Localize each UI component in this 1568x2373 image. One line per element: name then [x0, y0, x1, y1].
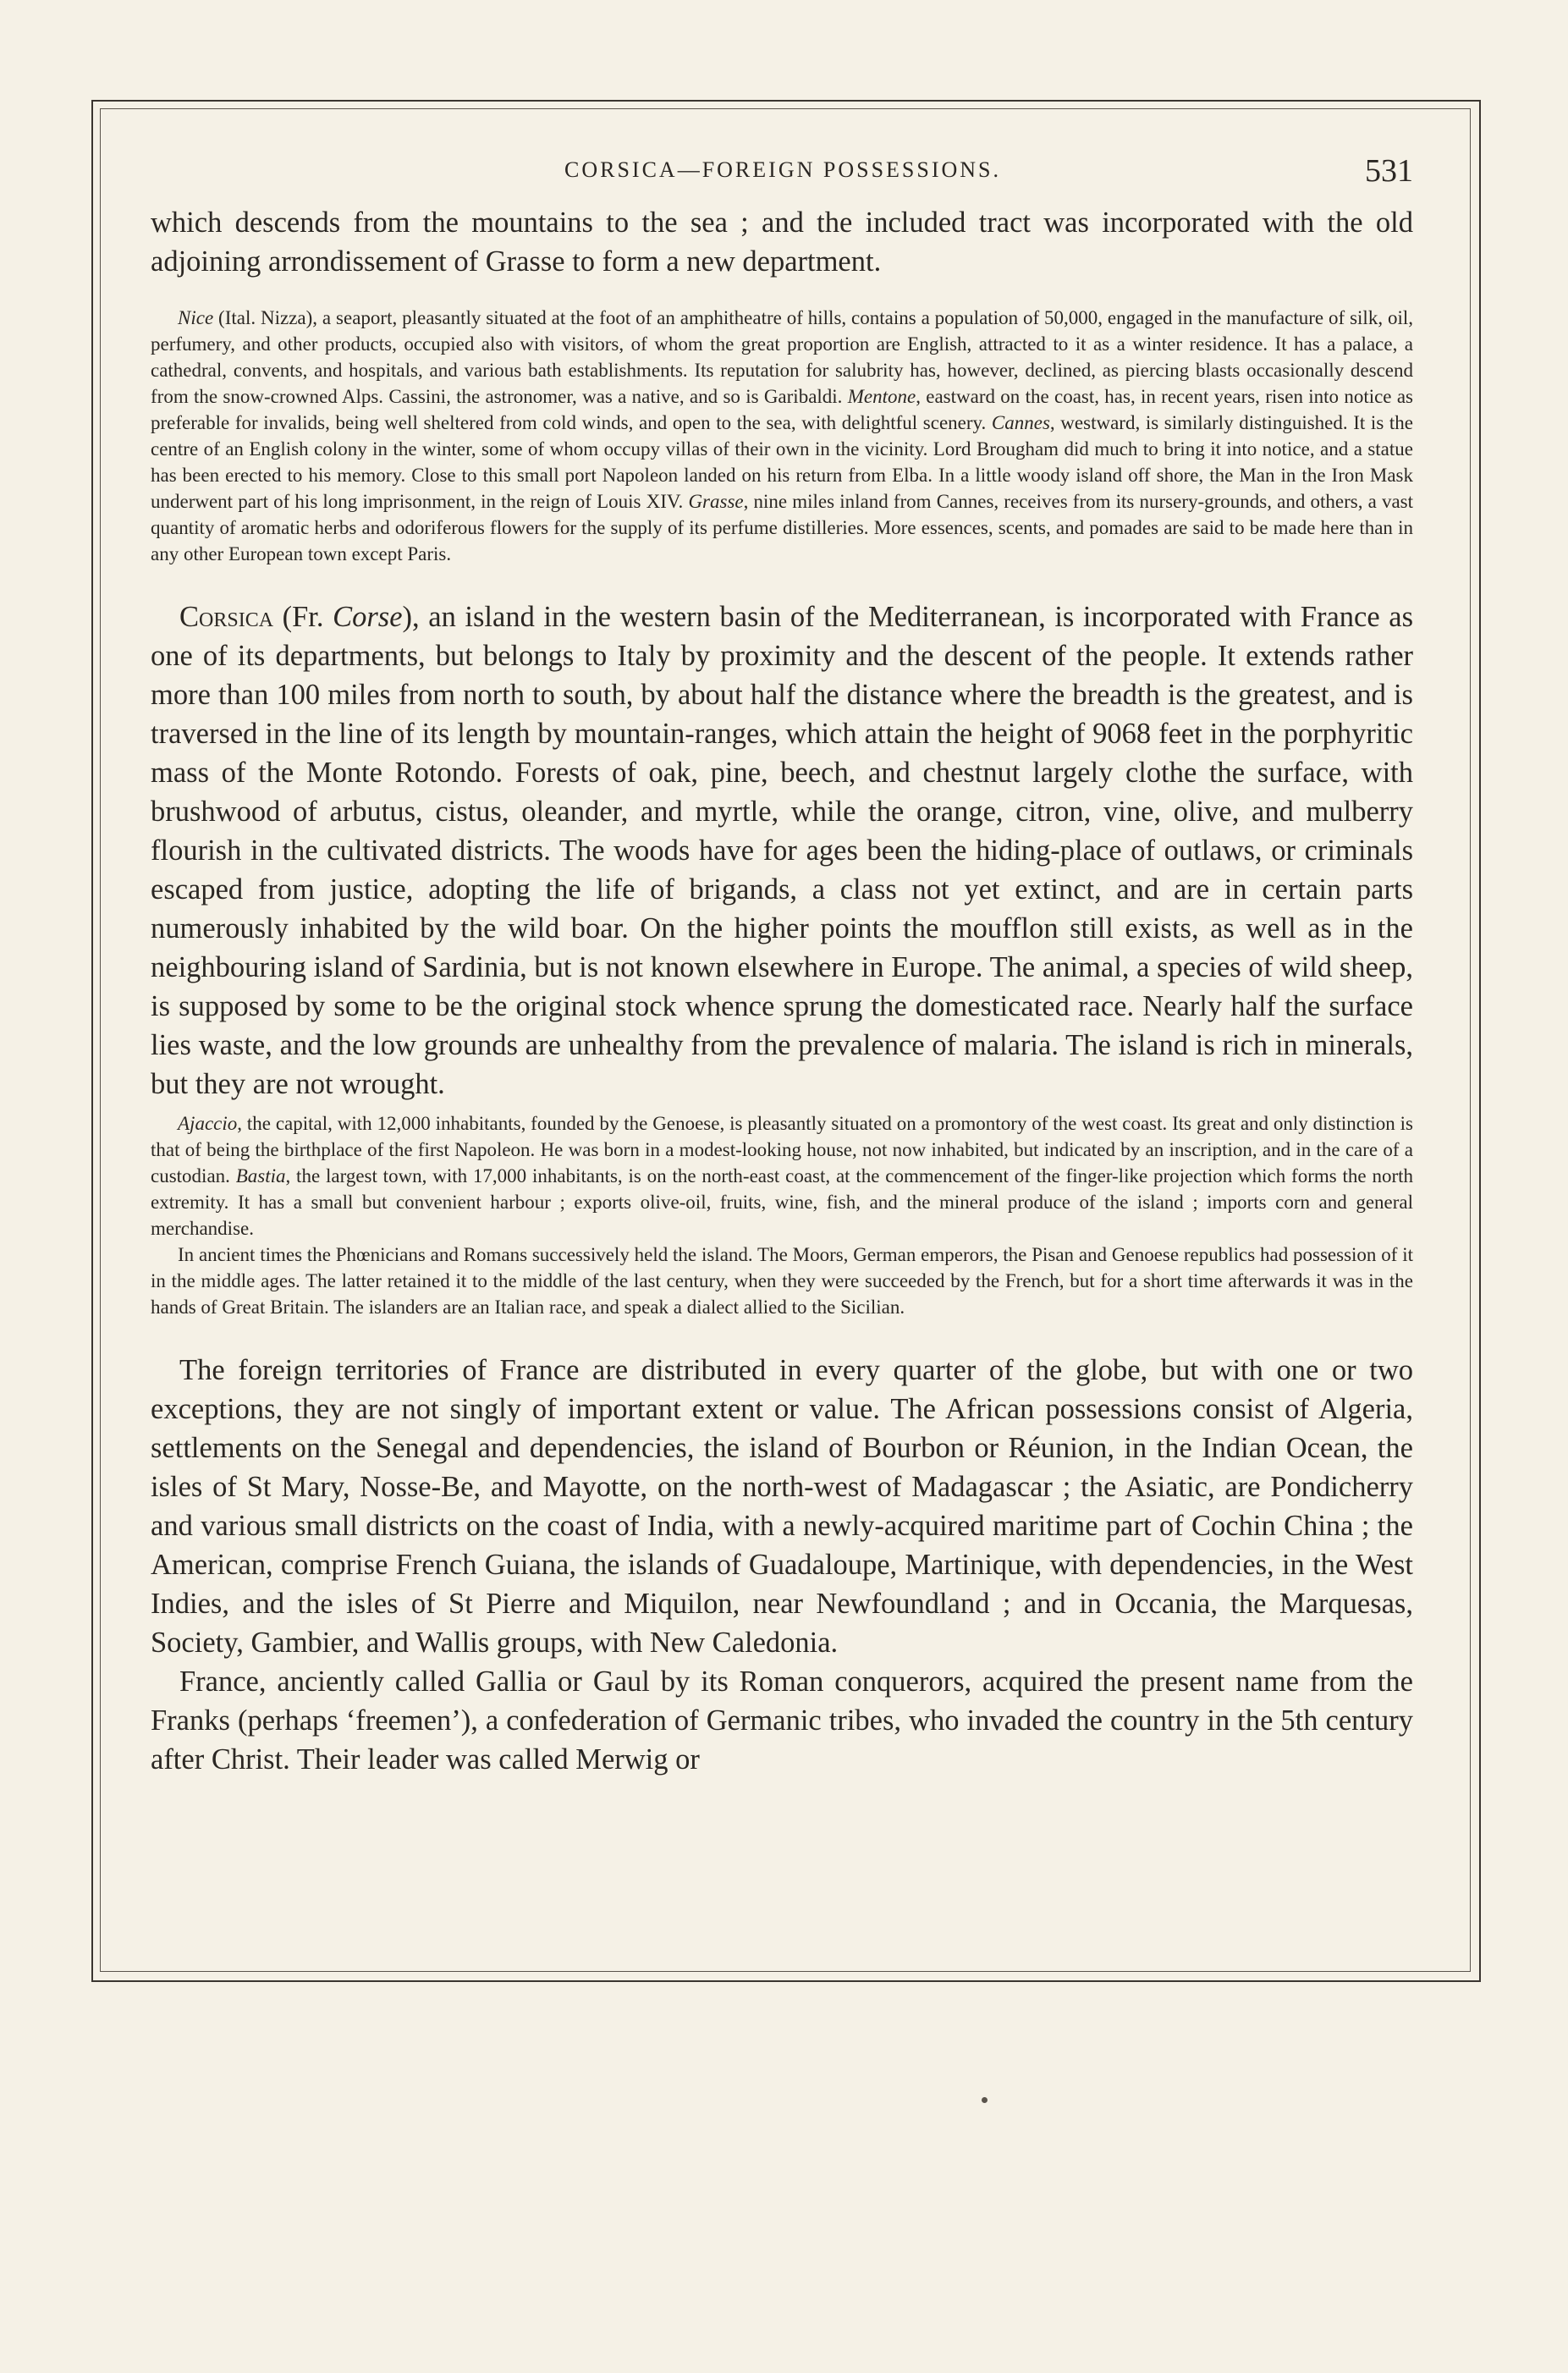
term-corse: Corse	[333, 601, 403, 633]
paragraph-history	[151, 1242, 1413, 1320]
term-grasse: Grasse	[688, 491, 744, 512]
ajaccio-text-1: , the capital, with 12,000 inhabitants, founded by the Genoese, is pleasantly situated on a promontory of the west coast. Its great and only distinction is that of being the birthplace of the first Napoleon. He was born in a modest-looking house, not now inhabited, but indicated by an inscription, and in the care of a custodian.	[151, 1113, 1413, 1186]
history-text: In ancient times the Phœnicians and Romans successively held the island. The Moors, German emperors, the Pisan and Genoese republics had possession of it in the middle ages. The latter retained it to the middle of the last century, when they were succeeded by the French, but for a short time afterwards it was in the hands of Great Britain. The islanders are an Italian race, and speak a dialect allied to the Sicilian.	[151, 1244, 1413, 1318]
term-corsica: Corsica	[179, 601, 274, 633]
paragraph-corsica	[151, 597, 1413, 1104]
continuation-text: which descends from the mountains to the sea ; and the included tract was incorporated with the old adjoining arrondissement of Grasse to form a new department.	[151, 206, 1413, 278]
paragraph-ajaccio	[151, 1110, 1413, 1242]
nice-text-1: (Ital. Nizza), a seaport, pleasantly situated at the foot of an amphitheatre of hills, contains a population of 50,000, engaged in the manufacture of silk, oil, perfumery, and other products, occupied also with visitors, of whom the great proportion are English, attracted to it as a winter residence. It has a palace, a cathedral, convents, and hospitals, and various bath establishments. Its reputation for salubrity has, however, declined, as piercing blasts occasionally descend from the snow-crowned Alps. Cassini, the astronomer, was a native, and so is Garibaldi.	[151, 307, 1413, 407]
page-speck	[982, 2097, 988, 2103]
paragraph-nice	[151, 305, 1413, 567]
corsica-text-2: ), an island in the western basin of the Mediterranean, is incorporated with France as one of its departments, but belongs to Italy by proximity and the descent of the people. It extends rather more than 100 miles from north to south, by about half the distance where the breadth is the greatest, and is traversed in the line of its length by mountain-ranges, which attain the height of 9068 feet in the porphyritic mass of the Monte Rotondo. Forests of oak, pine, beech, and chestnut largely clothe the surface, with brushwood of arbutus, cistus, oleander, and myrtle, while the orange, citron, vine, olive, and mulberry flourish in the cultivated districts. The woods have for ages been the hiding-place of outlaws, or criminals escaped from justice, adopting the life of brigands, a class not yet extinct, and are in certain parts numerously inhabited by the wild boar. On the higher points the moufflon still exists, as well as in the neighbouring island of Sardinia, but is not known elsewhere in Europe. The animal, a species of wild sheep, is supposed by some to be the original stock whence sprung the domesticated race. Nearly half the surface lies waste, and the low grounds are unhealthy from the prevalence of malaria. The island is rich in minerals, but they are not wrought.	[151, 601, 1413, 1100]
term-nice: Nice	[178, 307, 214, 328]
france-text: France, anciently called Gallia or Gaul by its Roman conquerors, acquired the present name from the Franks (perhaps ‘freemen’), a confederation of Germanic tribes, who invaded the country in the 5th century after Christ. Their leader was called Merwig or	[151, 1666, 1413, 1776]
term-ajaccio: Ajaccio	[178, 1113, 238, 1134]
nice-text-2: , eastward on the coast, has, in recent years, risen into notice as preferable for invalids, being well sheltered from cold winds, and open to the sea, with delightful scenery.	[151, 386, 1413, 433]
page-header	[152, 152, 1413, 196]
ajaccio-text-2: , the largest town, with 17,000 inhabitants, is on the north-east coast, at the commencement of the finger-like projection which forms the north extremity. It has a small but convenient harbour ; exports olive-oil, fruits, wine, fish, and the mineral produce of the island ; imports corn and general merchandise.	[151, 1165, 1413, 1239]
term-bastia: Bastia	[235, 1165, 286, 1186]
nice-text-3: , westward, is similarly distinguished. It is the centre of an English colony in the winter, some of whom occupy villas of their own in the vicinity. Lord Brougham did much to bring it into notice, and a statue has been erected to his memory. Close to this small port Napoleon landed on his return from Elba. In a little woody island off shore, the Man in the Iron Mask underwent part of his long imprisonment, in the reign of Louis XIV.	[151, 412, 1414, 512]
corsica-text-1: (Fr.	[273, 601, 333, 633]
running-head: CORSICA—FOREIGN POSSESSIONS.	[564, 157, 1001, 182]
paragraph-france-name	[151, 1662, 1413, 1779]
term-cannes: Cannes	[991, 412, 1050, 433]
nice-text-4: , nine miles inland from Cannes, receives from its nursery-grounds, and others, a vast quantity of aromatic herbs and odoriferous flowers for the supply of its perfume distilleries. More essences, scents, and pomades are said to be made here than in any other European town except Paris.	[151, 491, 1414, 564]
page-number: 531	[1365, 153, 1413, 189]
paragraph-continuation	[151, 203, 1413, 281]
term-mentone: Mentone	[847, 386, 916, 407]
foreign-text: The foreign territories of France are distributed in every quarter of the globe, but with one or two exceptions, they are not singly of important extent or value. The African possessions consist of Algeria, settlements on the Senegal and dependencies, the island of Bourbon or Réunion, in the Indian Ocean, the isles of St Mary, Nosse-Be, and Mayotte, on the north-west of Madagascar ; the Asiatic, are Pondicherry and various small districts on the coast of India, with a newly-acquired maritime part of Cochin China ; the American, comprise French Guiana, the islands of Guadaloupe, Martinique, with dependencies, in the West Indies, and the isles of St Pierre and Miquilon, near Newfoundland ; and in Occania, the Marquesas, Society, Gambier, and Wallis groups, with New Caledonia.	[151, 1354, 1413, 1659]
paragraph-foreign-territories	[151, 1351, 1413, 1662]
page-body	[151, 203, 1413, 1779]
